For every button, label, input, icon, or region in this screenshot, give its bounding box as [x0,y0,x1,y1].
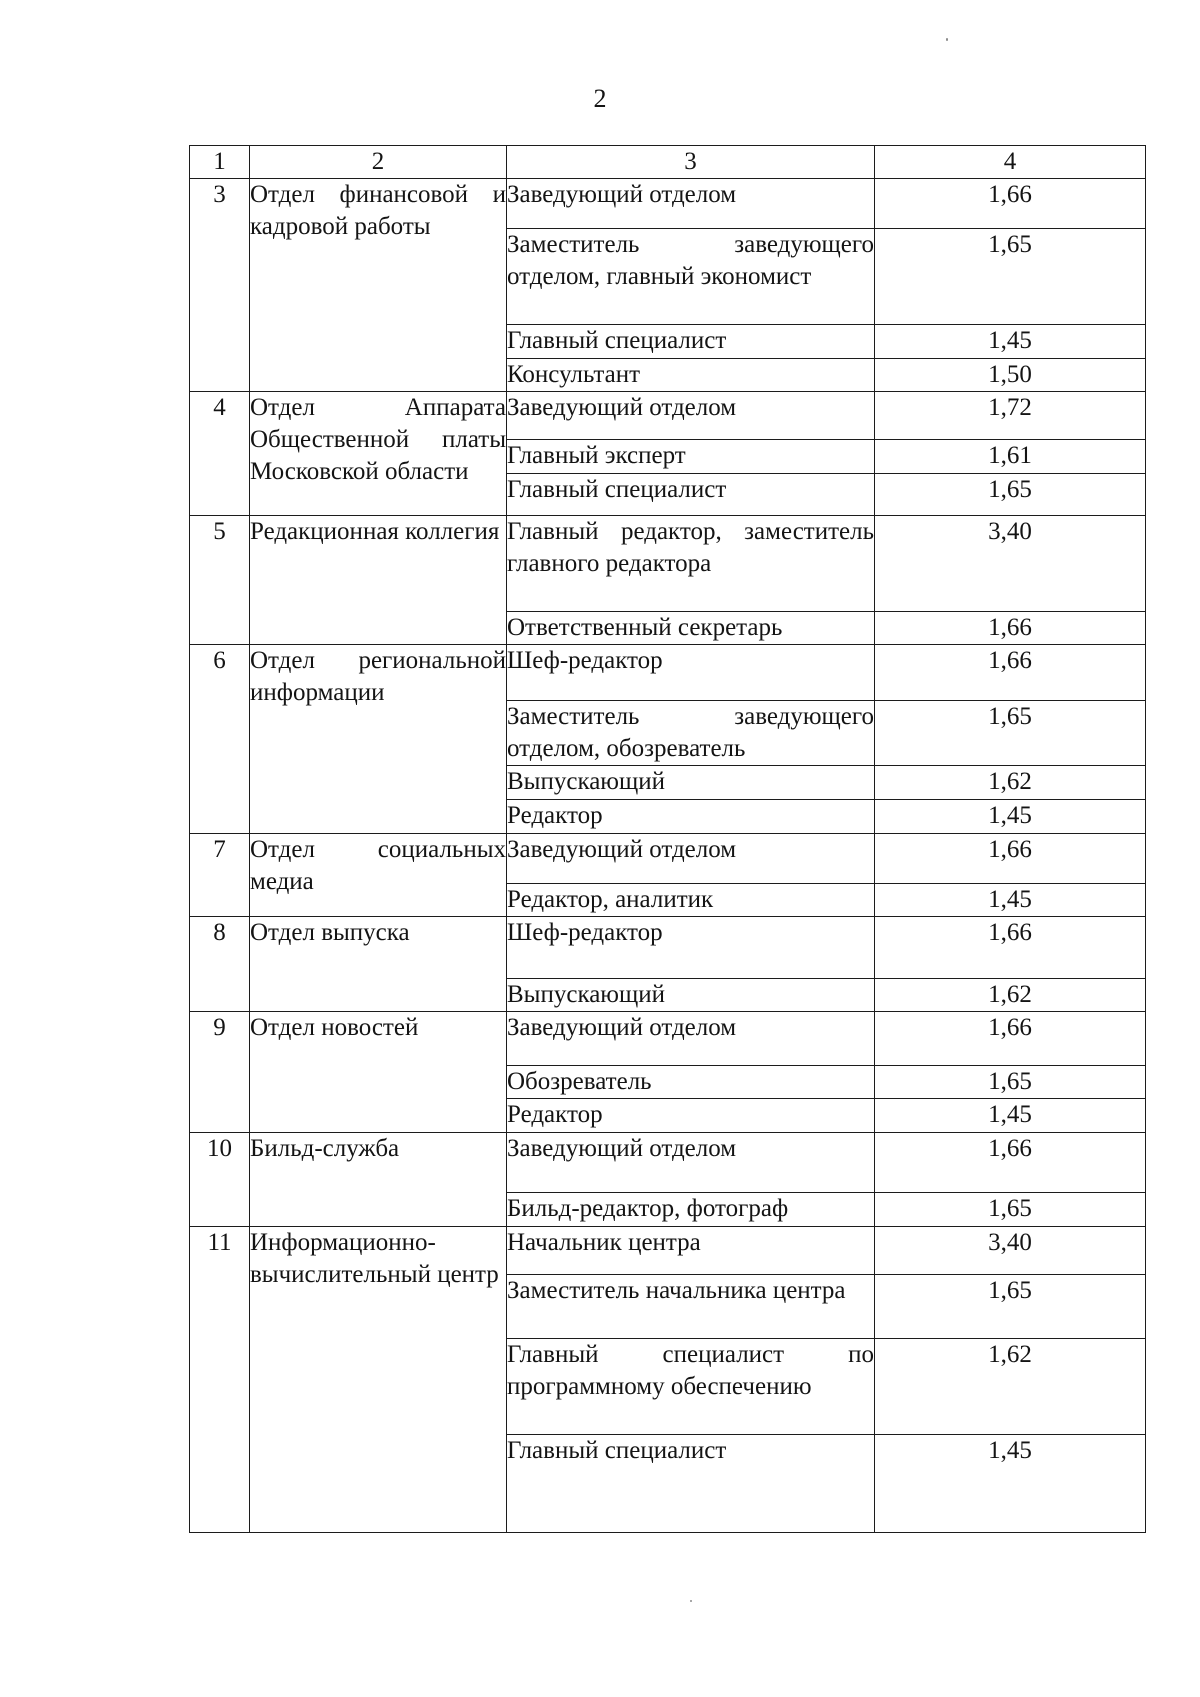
row-number: 11 [190,1227,250,1533]
table-row [190,1133,1146,1193]
position-title: Заместитель начальника центра [507,1275,875,1339]
table-row [190,645,1146,701]
position-title: Начальник центра [507,1227,875,1275]
salary-coefficient: 1,62 [875,1339,1146,1435]
salary-coefficient: 1,65 [875,1066,1146,1099]
salary-coefficient: 1,66 [875,1012,1146,1066]
position-title: Шеф-редактор [507,917,875,979]
table-row [190,834,1146,884]
salary-coefficient: 1,61 [875,440,1146,474]
position-title: Заведующий отделом [507,179,875,229]
salary-coefficient: 1,66 [875,834,1146,884]
position-title: Главный специалист по программному обеспечению [507,1339,875,1435]
department-name: Информационно-вычислительный центр [250,1227,507,1533]
salary-coefficient: 3,40 [875,1227,1146,1275]
salary-coefficient: 1,45 [875,1099,1146,1133]
position-title: Заведующий отделом [507,1133,875,1193]
salary-coefficient: 1,45 [875,1435,1146,1533]
staff-coefficient-table [189,145,1146,1533]
position-title: Заместитель заведующего отделом, обозреватель [507,701,875,766]
position-title: Главный специалист [507,474,875,516]
salary-coefficient: 3,40 [875,516,1146,612]
header-cell-2: 2 [250,146,507,179]
salary-coefficient: 1,45 [875,884,1146,917]
table-row [190,1227,1146,1275]
salary-coefficient: 1,65 [875,474,1146,516]
position-title: Шеф-редактор [507,645,875,701]
salary-coefficient: 1,45 [875,800,1146,834]
position-title: Редактор [507,800,875,834]
row-number: 9 [190,1012,250,1133]
table-row [190,1012,1146,1066]
salary-coefficient: 1,66 [875,917,1146,979]
position-title: Редактор, аналитик [507,884,875,917]
position-title: Заведующий отделом [507,834,875,884]
row-number: 8 [190,917,250,1012]
position-title: Консультант [507,359,875,392]
row-number: 7 [190,834,250,917]
department-name: Отдел выпуска [250,917,507,1012]
salary-coefficient: 1,66 [875,612,1146,645]
salary-coefficient: 1,66 [875,1133,1146,1193]
row-number: 5 [190,516,250,645]
row-number: 4 [190,392,250,516]
salary-coefficient: 1,50 [875,359,1146,392]
department-name: Редакционная коллегия [250,516,507,645]
salary-coefficient: 1,45 [875,325,1146,359]
salary-coefficient: 1,65 [875,229,1146,325]
table-row [190,392,1146,440]
salary-coefficient: 1,66 [875,645,1146,701]
salary-coefficient: 1,65 [875,1193,1146,1227]
row-number: 6 [190,645,250,834]
table-header-row [190,146,1146,179]
position-title: Выпускающий [507,979,875,1012]
position-title: Выпускающий [507,766,875,800]
position-title: Заведующий отделом [507,392,875,440]
department-name: Отдел социальных медиа [250,834,507,917]
table-row [190,179,1146,229]
header-cell-3: 3 [507,146,875,179]
position-title: Заведующий отделом [507,1012,875,1066]
scan-speck [690,1600,692,1602]
header-cell-1: 1 [190,146,250,179]
row-number: 3 [190,179,250,392]
position-title: Бильд-редактор, фотограф [507,1193,875,1227]
header-cell-4: 4 [875,146,1146,179]
row-number: 10 [190,1133,250,1227]
position-title: Ответственный секретарь [507,612,875,645]
salary-coefficient: 1,65 [875,1275,1146,1339]
table-row [190,516,1146,612]
position-title: Редактор [507,1099,875,1133]
position-title: Главный эксперт [507,440,875,474]
salary-coefficient: 1,72 [875,392,1146,440]
position-title: Главный специалист [507,325,875,359]
department-name: Отдел новостей [250,1012,507,1133]
department-name: Отдел финансовой и кадровой работы [250,179,507,392]
table-row [190,917,1146,979]
department-name: Отдел Аппарата Общественной платы Московской области [250,392,507,516]
position-title: Обозреватель [507,1066,875,1099]
scan-speck [946,38,948,41]
department-name: Бильд-служба [250,1133,507,1227]
position-title: Заместитель заведующего отделом, главный экономист [507,229,875,325]
position-title: Главный специалист [507,1435,875,1533]
salary-coefficient: 1,62 [875,766,1146,800]
department-name: Отдел региональной информации [250,645,507,834]
salary-coefficient: 1,66 [875,179,1146,229]
salary-coefficient: 1,62 [875,979,1146,1012]
salary-coefficient: 1,65 [875,701,1146,766]
page-number: 2 [593,84,607,113]
position-title: Главный редактор, заместитель главного редактора [507,516,875,612]
